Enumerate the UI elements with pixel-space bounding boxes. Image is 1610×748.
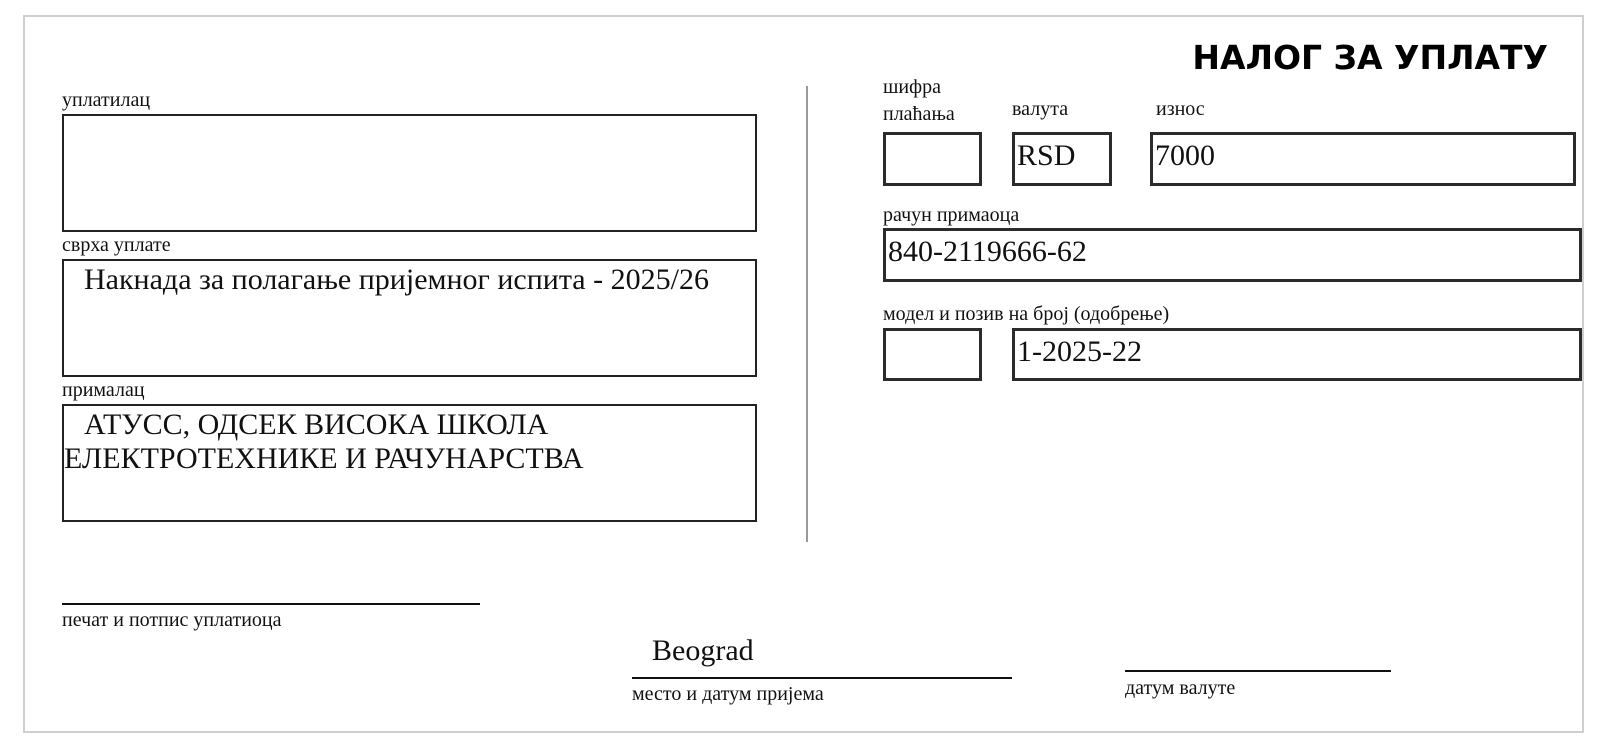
currency-field[interactable]: [1012, 132, 1112, 186]
place-date-label: место и датум пријема: [632, 683, 824, 705]
account-value: 840-2119666-62: [888, 235, 1087, 268]
purpose-field[interactable]: [62, 259, 757, 377]
signature-label: печат и потпис уплатиоца: [62, 609, 282, 631]
reference-field[interactable]: [1012, 328, 1582, 381]
recipient-value: АТУСС, ОДСЕК ВИСОКА ШКОЛА ЕЛЕКТРОТЕХНИКЕ И РАЧУНАРСТВА: [64, 408, 584, 475]
amount-field[interactable]: [1150, 132, 1576, 186]
model-label: модел и позив на број (одобрење): [883, 303, 1170, 325]
place-value: Beograd: [652, 634, 754, 667]
purpose-label: сврха уплате: [62, 234, 171, 256]
recipient-field[interactable]: [62, 404, 757, 522]
reference-value: 1-2025-22: [1017, 335, 1142, 368]
model-field[interactable]: [883, 328, 982, 381]
value-date-label: датум валуте: [1125, 677, 1236, 699]
amount-label: износ: [1156, 98, 1205, 120]
payer-field[interactable]: [62, 114, 757, 232]
currency-value: RSD: [1017, 139, 1076, 172]
currency-label: валута: [1012, 98, 1069, 120]
column-divider: [806, 86, 808, 542]
account-field[interactable]: [883, 228, 1582, 282]
payment-code-field[interactable]: [883, 132, 982, 186]
payer-label: уплатилац: [62, 89, 151, 111]
place-date-line: [632, 677, 1012, 679]
value-date-line: [1125, 670, 1391, 672]
recipient-label: прималац: [62, 379, 145, 401]
form-title: НАЛОГ ЗА УПЛАТУ: [1192, 38, 1548, 77]
amount-value: 7000: [1155, 139, 1215, 172]
signature-line: [62, 603, 480, 605]
purpose-value: Накнада за полагање пријемног испита - 2025/26: [84, 263, 709, 296]
account-label: рачун примаоца: [883, 204, 1020, 226]
payment-code-label: шифра плаћања: [883, 76, 955, 125]
